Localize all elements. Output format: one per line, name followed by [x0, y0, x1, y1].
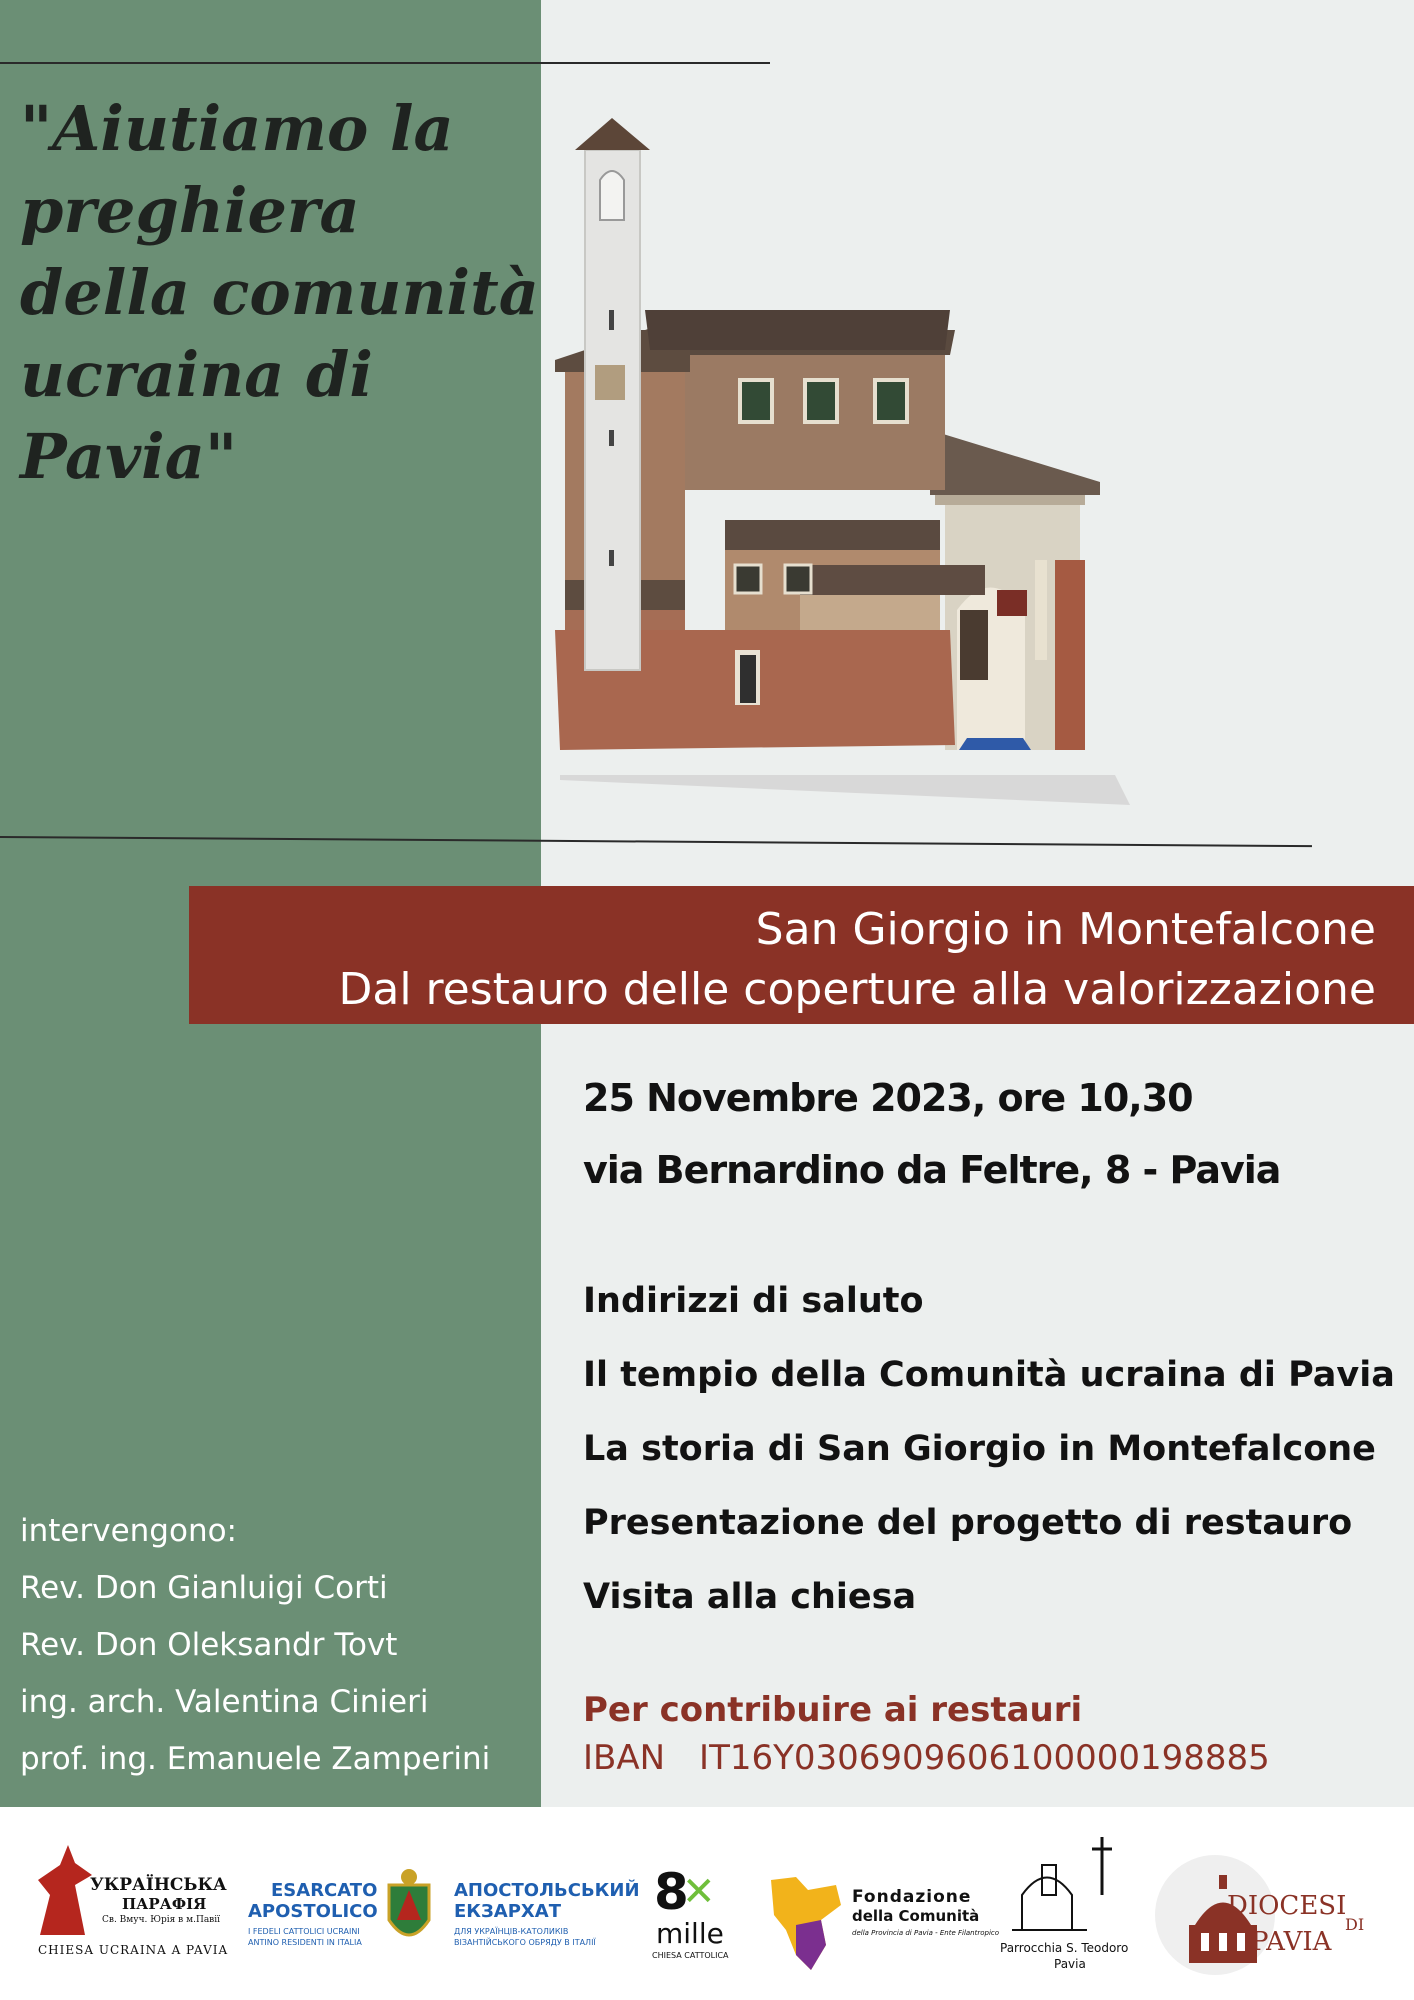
iban-value: IT16Y0306909606100000198885: [699, 1738, 1270, 1778]
esarcato-line3: I FEDELI CATTOLICI UCRAINI: [248, 1927, 360, 1936]
speaker-name: prof. ing. Emanuele Zamperini: [20, 1741, 491, 1777]
parrocchia-line1: Parrocchia S. Teodoro: [1000, 1941, 1129, 1955]
program-item: La storia di San Giorgio in Montefalcone: [583, 1429, 1376, 1469]
ekzarkhat-line2: ЕКЗАРХАТ: [454, 1901, 562, 1922]
program-item: Visita alla chiesa: [583, 1577, 917, 1617]
ukr-parish-line4: CHIESA UCRAINA A PAVIA: [38, 1943, 229, 1957]
ekzarkhat-line4: ВІЗАНТІЙСЬКОГО ОБРЯДУ В ІТАЛІЇ: [454, 1938, 596, 1947]
otto-mille-eight: 8: [654, 1863, 689, 1921]
speaker-name: ing. arch. Valentina Cinieri: [20, 1684, 429, 1720]
ekzarkhat-line1: АПОСТОЛЬСЬКИЙ: [454, 1880, 640, 1901]
province-map-icon: [766, 1875, 846, 1975]
parrocchia-san-teodoro-logo: [1000, 1835, 1140, 1975]
esarcato-line2: APOSTOLICO: [248, 1901, 378, 1922]
ukr-parish-line3: Св. Вмуч. Юрія в м.Павії: [102, 1915, 221, 1925]
parrocchia-line2: Pavia: [1054, 1957, 1086, 1971]
contribution-heading: Per contribuire ai restauri: [583, 1690, 1083, 1730]
church-illustration: [555, 110, 1385, 810]
speakers-block: [20, 1506, 540, 1791]
ukr-parish-line2: ПАРАФІЯ: [122, 1895, 207, 1913]
banner-line-2: Dal restauro delle coperture alla valorizzazione: [338, 964, 1376, 1015]
program-item: Il tempio della Comunità ucraina di Pavia: [583, 1355, 1395, 1395]
otto-mille-mille: mille: [656, 1917, 724, 1950]
church-sketch-icon: [1012, 1835, 1122, 1935]
fondazione-comunita-logo: [766, 1835, 1000, 1975]
coat-of-arms-icon: [381, 1865, 437, 1955]
speakers-heading: intervengono:: [20, 1513, 237, 1549]
banner-line-1: San Giorgio in Montefalcone: [755, 904, 1376, 955]
iban-label: IBAN: [583, 1738, 666, 1778]
top-divider-line: [0, 62, 770, 64]
ukrainian-parish-logo: [30, 1835, 229, 1975]
program-item: Indirizzi di saluto: [583, 1281, 924, 1321]
diocesi-line1: DIOCESI: [1227, 1891, 1347, 1921]
otto-mille-chiesa: CHIESA CATTOLICA: [652, 1951, 729, 1960]
program-list: [583, 1276, 1395, 1646]
event-place: via Bernardino da Feltre, 8 - Pavia: [583, 1148, 1281, 1192]
quote-title: "Aiutiamo la preghiera della comunità ucraina di Pavia": [20, 92, 539, 493]
event-title-banner: [189, 886, 1414, 1024]
fondazione-line2: della Comunità: [852, 1907, 980, 1925]
program-item: Presentazione del progetto di restauro: [583, 1503, 1353, 1543]
speaker-name: Rev. Don Oleksandr Tovt: [20, 1627, 398, 1663]
diocesi-pavia-logo: [1155, 1835, 1385, 1975]
ukr-parish-line1: УКРАЇНСЬКА: [90, 1875, 227, 1895]
esarcato-line1: ESARCATO: [271, 1880, 378, 1901]
otto-per-mille-logo: [648, 1835, 748, 1975]
fondazione-line1: Fondazione: [852, 1887, 972, 1907]
diocesi-line3: PAVIA: [1251, 1927, 1332, 1957]
event-date: 25 Novembre 2023, ore 10,30: [583, 1076, 1193, 1120]
esarcato-apostolico-logo: [246, 1835, 640, 1975]
fondazione-line3: della Provincia di Pavia - Ente Filantropico: [852, 1929, 1000, 1937]
speaker-name: Rev. Don Gianluigi Corti: [20, 1570, 388, 1606]
diocesi-line2: DI: [1345, 1915, 1365, 1934]
esarcato-line4: ANTINO RESIDENTI IN ITALIA: [248, 1938, 362, 1947]
ekzarkhat-line3: ДЛЯ УКРАЇНЦІВ-КАТОЛИКІВ: [454, 1927, 569, 1936]
x-icon: ✕: [682, 1869, 716, 1915]
iban-line: [583, 1738, 1270, 1778]
